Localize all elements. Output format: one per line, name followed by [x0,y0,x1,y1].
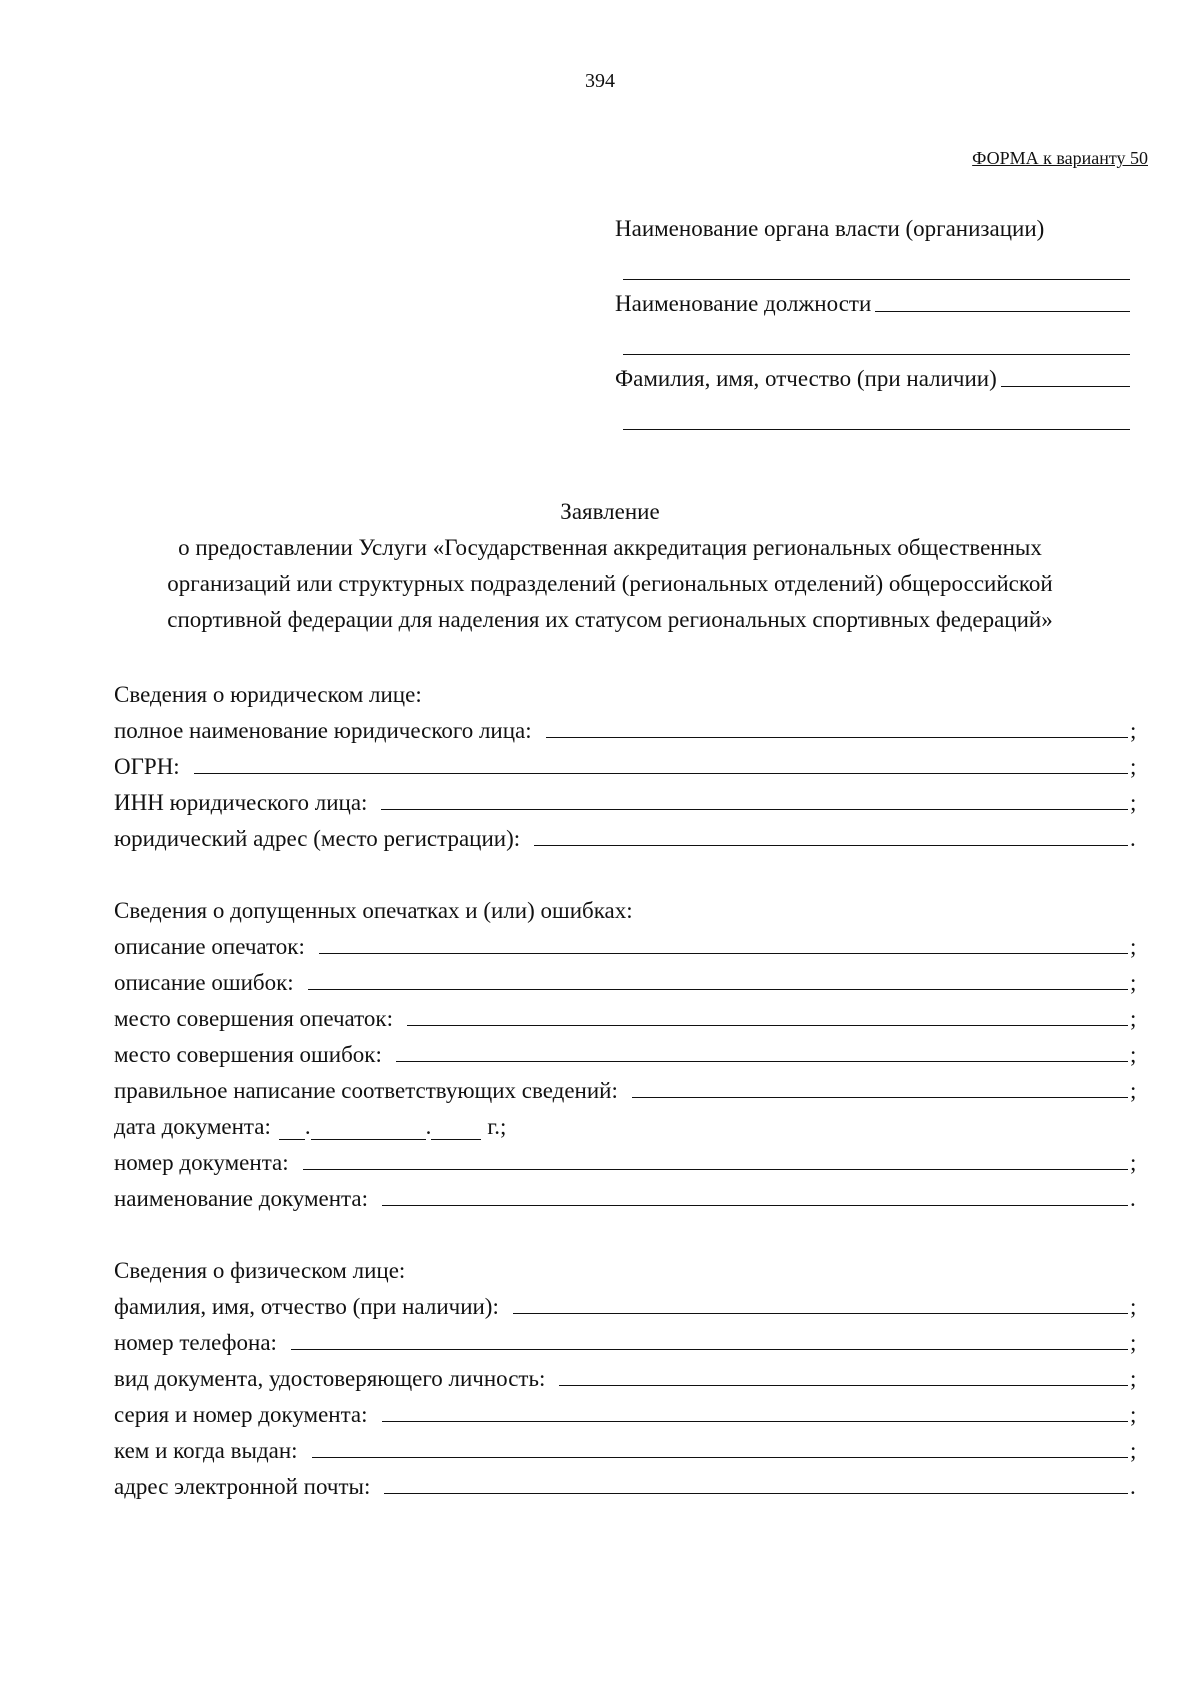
form-line [114,744,1140,780]
form-line [114,1428,1140,1464]
form-label: ФОРМА к варианту 50 [972,148,1148,168]
form-line [114,1068,1140,1104]
full-name-input[interactable] [546,737,1128,738]
section-heading: Сведения о юридическом лице: [114,682,422,707]
typos-location-input[interactable] [407,1025,1128,1026]
form-line [114,1464,1140,1500]
full-name-label: Фамилия, имя, отчество (при наличии) [615,366,997,391]
document-title [120,494,1100,638]
full-name-field[interactable] [1001,386,1130,387]
correct-spelling-input[interactable] [632,1097,1128,1098]
form-line [114,708,1140,744]
field-label: полное наименование юридического лица: [114,718,532,743]
recipient-block [615,205,1130,430]
document-name-input[interactable] [382,1205,1128,1206]
form-line [114,1356,1140,1392]
full-name-row [615,355,1130,392]
legal-address-input[interactable] [534,845,1128,846]
position-field[interactable] [875,311,1130,312]
form-line [114,1320,1140,1356]
line-end: . [1130,826,1136,851]
field-label: фамилия, имя, отчество (при наличии): [114,1294,499,1319]
typos-description-input[interactable] [319,953,1128,954]
phone-input[interactable] [291,1349,1128,1350]
full-name-field-2[interactable] [623,392,1130,430]
date-month-input[interactable] [311,1119,426,1140]
line-end: ; [1130,1006,1137,1031]
line-end: . [1130,1186,1136,1211]
date-line [114,1104,1140,1140]
field-label: вид документа, удостоверяющего личность: [114,1366,546,1391]
line-end: ; [1130,970,1137,995]
errors-section [114,888,1140,1212]
form-line [114,1176,1140,1212]
field-label: место совершения опечаток: [114,1006,393,1031]
line-end: ; [1130,1150,1137,1175]
form-line [114,780,1140,816]
field-label: адрес электронной почты: [114,1474,371,1499]
line-end: ; [1130,1402,1137,1427]
date-suffix: г.; [487,1114,507,1139]
line-end: ; [1130,754,1137,779]
form-line [114,996,1140,1032]
line-end: ; [1130,1438,1137,1463]
inn-input[interactable] [381,809,1128,810]
line-end: ; [1130,1366,1137,1391]
title-heading: Заявление [560,499,660,524]
field-label: номер документа: [114,1150,289,1175]
form-line [114,1392,1140,1428]
id-series-number-input[interactable] [382,1421,1128,1422]
form-line [114,960,1140,996]
field-label: кем и когда выдан: [114,1438,298,1463]
date-separator: . [425,1114,432,1139]
form-line [114,1284,1140,1320]
form-line [114,816,1140,852]
field-label: номер телефона: [114,1330,277,1355]
field-label: описание опечаток: [114,934,305,959]
line-end: ; [1130,1294,1137,1319]
id-document-type-input[interactable] [559,1385,1128,1386]
document-number-input[interactable] [303,1169,1128,1170]
form-line [114,1140,1140,1176]
section-heading: Сведения о допущенных опечатках и (или) ошибках: [114,898,633,923]
line-end: ; [1130,790,1137,815]
email-input[interactable] [384,1493,1128,1494]
org-name-label: Наименование органа власти (организации) [615,216,1045,241]
date-separator: . [304,1114,311,1139]
errors-location-input[interactable] [396,1061,1128,1062]
line-end: ; [1130,1078,1137,1103]
field-label: наименование документа: [114,1186,368,1211]
field-label: место совершения ошибок: [114,1042,382,1067]
field-label: ОГРН: [114,754,180,779]
ogrn-input[interactable] [194,773,1128,774]
form-line [114,1032,1140,1068]
issued-by-input[interactable] [312,1457,1128,1458]
field-label: серия и номер документа: [114,1402,368,1427]
date-label: дата документа: [114,1114,271,1139]
page-number: 394 [585,70,615,92]
position-field-2[interactable] [623,317,1130,355]
form-line [114,924,1140,960]
position-row [615,280,1130,317]
field-label: правильное написание соответствующих сведений: [114,1078,618,1103]
line-end: ; [1130,1330,1137,1355]
title-line-1: о предоставлении Услуги «Государственная аккредитация региональных общественных [178,535,1042,560]
line-end: ; [1130,718,1137,743]
position-label: Наименование должности [615,291,872,316]
date-day-input[interactable] [279,1119,305,1140]
person-section [114,1248,1140,1500]
errors-description-input[interactable] [308,989,1128,990]
person-name-input[interactable] [513,1313,1128,1314]
section-heading: Сведения о физическом лице: [114,1258,406,1283]
date-year-input[interactable] [431,1119,481,1140]
line-end: ; [1130,1042,1137,1067]
legal-entity-section [114,672,1140,852]
line-end: ; [1130,934,1137,959]
field-label: описание ошибок: [114,970,294,995]
title-line-3: спортивной федерации для наделения их статусом региональных спортивных федераций» [167,607,1053,632]
field-label: ИНН юридического лица: [114,790,368,815]
org-name-field[interactable] [623,242,1130,280]
line-end: . [1130,1474,1136,1499]
title-line-2: организаций или структурных подразделений (региональных отделений) общероссийской [167,571,1053,596]
field-label: юридический адрес (место регистрации): [114,826,521,851]
